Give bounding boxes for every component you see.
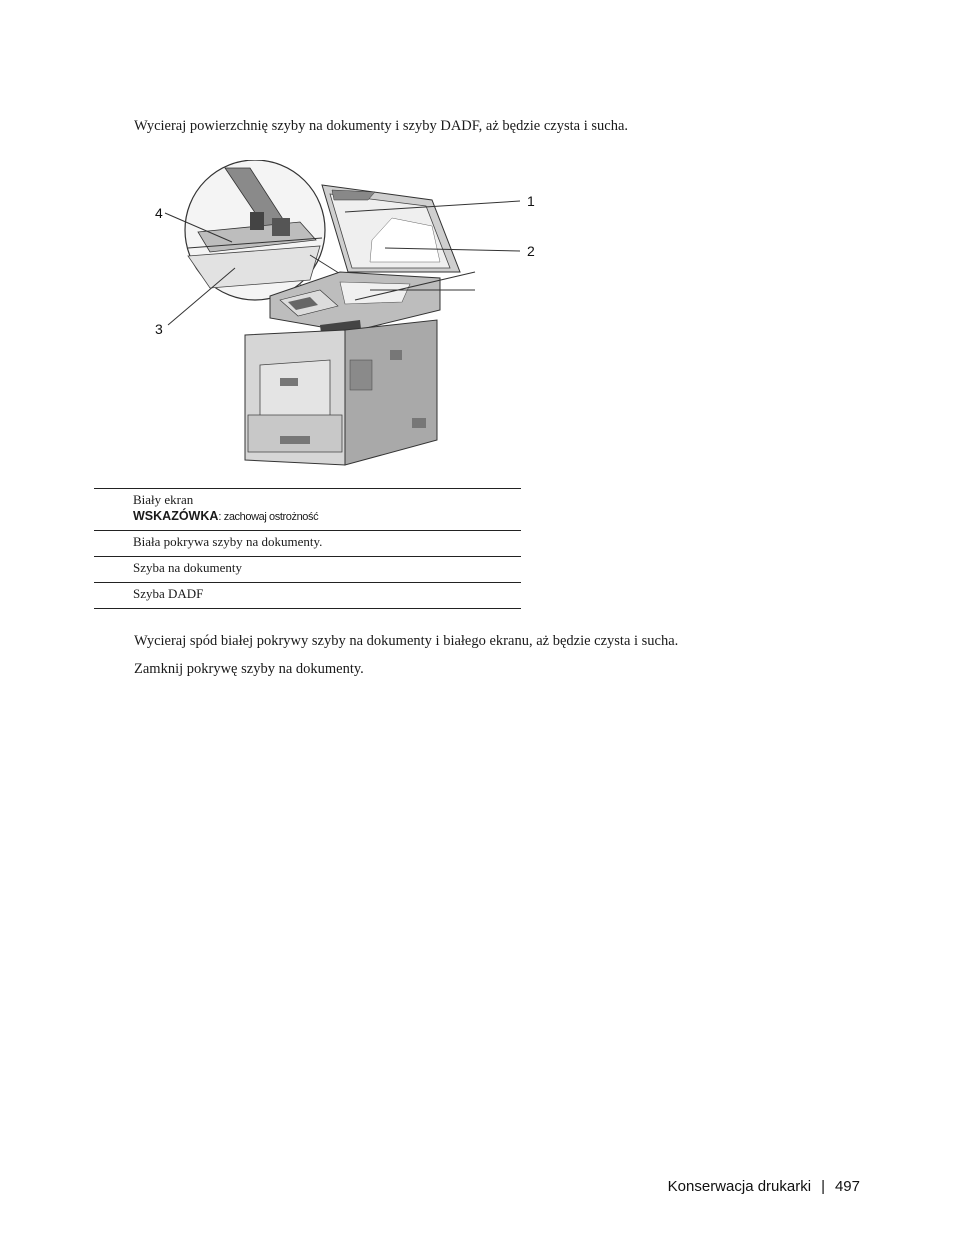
page-number: 497 (834, 1178, 860, 1195)
legend-row (94, 583, 521, 609)
legend-row (94, 557, 521, 583)
legend-label: Szyba DADF (94, 583, 521, 609)
legend-row (94, 531, 521, 557)
step-2-text: Wycieraj spód białej pokrywy szyby na dokumenty i białego ekranu, aż będzie czysta i sucha. (134, 633, 679, 649)
note-label: WSKAZÓWKA (133, 509, 219, 523)
printer-body (245, 320, 437, 465)
note-text: zachowaj ostrożność (223, 511, 319, 523)
legend-row (94, 489, 521, 531)
footer-section-title: Konserwacja drukarki (667, 1178, 812, 1195)
callout-4: 4 (155, 205, 163, 221)
note-line (133, 508, 521, 525)
callout-2: 2 (527, 243, 535, 259)
legend-cell (94, 489, 521, 531)
callout-3: 3 (155, 321, 163, 337)
note-colon: : (218, 511, 224, 523)
callout-1: 1 (527, 193, 535, 209)
document-cover (322, 185, 460, 272)
page-footer (668, 1178, 860, 1195)
footer-separator: | (821, 1178, 825, 1195)
magnified-inset (185, 160, 325, 300)
legend-label: Szyba na dokumenty (94, 557, 521, 583)
printer-illustration (140, 160, 540, 472)
step-3-text: Zamknij pokrywę szyby na dokumenty. (134, 661, 364, 677)
figure-legend-table (94, 488, 521, 609)
legend-label: Biały ekran (133, 492, 194, 507)
legend-label: Biała pokrywa szyby na dokumenty. (94, 531, 521, 557)
step-1-text: Wycieraj powierzchnię szyby na dokumenty i szyby DADF, aż będzie czysta i sucha. (134, 118, 629, 134)
